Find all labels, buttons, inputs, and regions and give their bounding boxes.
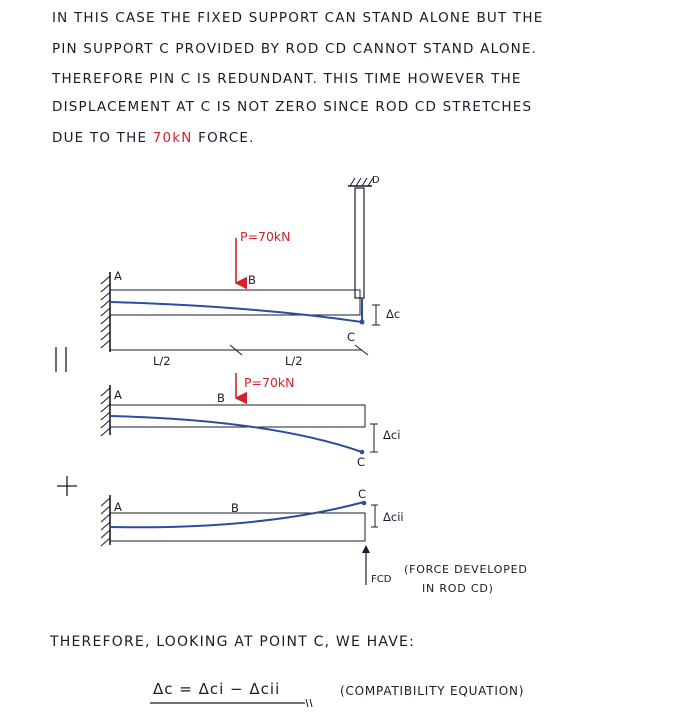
intro-line-5-pre: DUE TO THE (52, 130, 148, 146)
plus-sign (57, 476, 77, 496)
delta-c-label: Δc (386, 307, 401, 321)
intro-line-2: PIN SUPPORT C PROVIDED BY ROD CD CANNOT STAND ALONE. (52, 41, 538, 57)
point-c-2: C (357, 455, 366, 469)
force-note-line-2: IN ROD CD) (422, 582, 494, 595)
fixed-support-1 (101, 276, 110, 348)
delta-ci-label: Δci (383, 428, 401, 442)
point-b-2: B (217, 391, 225, 405)
intro-line-5-post: FORCE. (198, 130, 255, 146)
diagram-1 (101, 178, 380, 355)
intro-line-4: DISPLACEMENT AT C IS NOT ZERO SINCE ROD CD STRETCHES (52, 99, 533, 115)
load-label-2: P=70kN (244, 375, 295, 390)
point-a-2: A (114, 388, 122, 402)
force-note-line-1: (FORCE DEVELOPED (404, 563, 528, 576)
deflection-curve-2 (110, 416, 362, 452)
conclusion-text: THEREFORE, LOOKING AT POINT C, WE HAVE: (50, 634, 415, 650)
rod-cd (355, 188, 364, 298)
point-a-3: A (114, 500, 122, 514)
intro-force-value: 70kN (152, 130, 193, 146)
point-b-1: B (248, 273, 256, 287)
point-a-1: A (114, 269, 122, 283)
intro-line-3: THEREFORE PIN C IS REDUNDANT. THIS TIME HOWEVER THE (52, 71, 522, 87)
diagram-2 (101, 373, 378, 454)
point-c-1: C (347, 330, 356, 344)
delta-cii-label: Δcii (383, 510, 404, 524)
half-length-right: L/2 (285, 354, 303, 368)
fixed-support-2 (101, 388, 110, 436)
equals-sign (56, 347, 66, 372)
diagram-3 (101, 495, 378, 585)
intro-line-1: IN THIS CASE THE FIXED SUPPORT CAN STAND ALONE BUT THE (52, 10, 544, 26)
point-b-3: B (231, 501, 239, 515)
equation-tag: (COMPATIBILITY EQUATION) (340, 684, 525, 698)
load-label-1: P=70kN (240, 229, 291, 244)
compatibility-equation: Δc = Δci − Δcii (153, 680, 281, 698)
deflection-curve-1 (110, 302, 362, 322)
half-length-left: L/2 (153, 354, 171, 368)
point-d-1: D (372, 175, 380, 186)
fixed-support-3 (101, 498, 110, 546)
beam-outline-2 (110, 405, 365, 427)
force-fcd-label: FCD (371, 574, 392, 585)
point-c-3: C (358, 487, 367, 501)
